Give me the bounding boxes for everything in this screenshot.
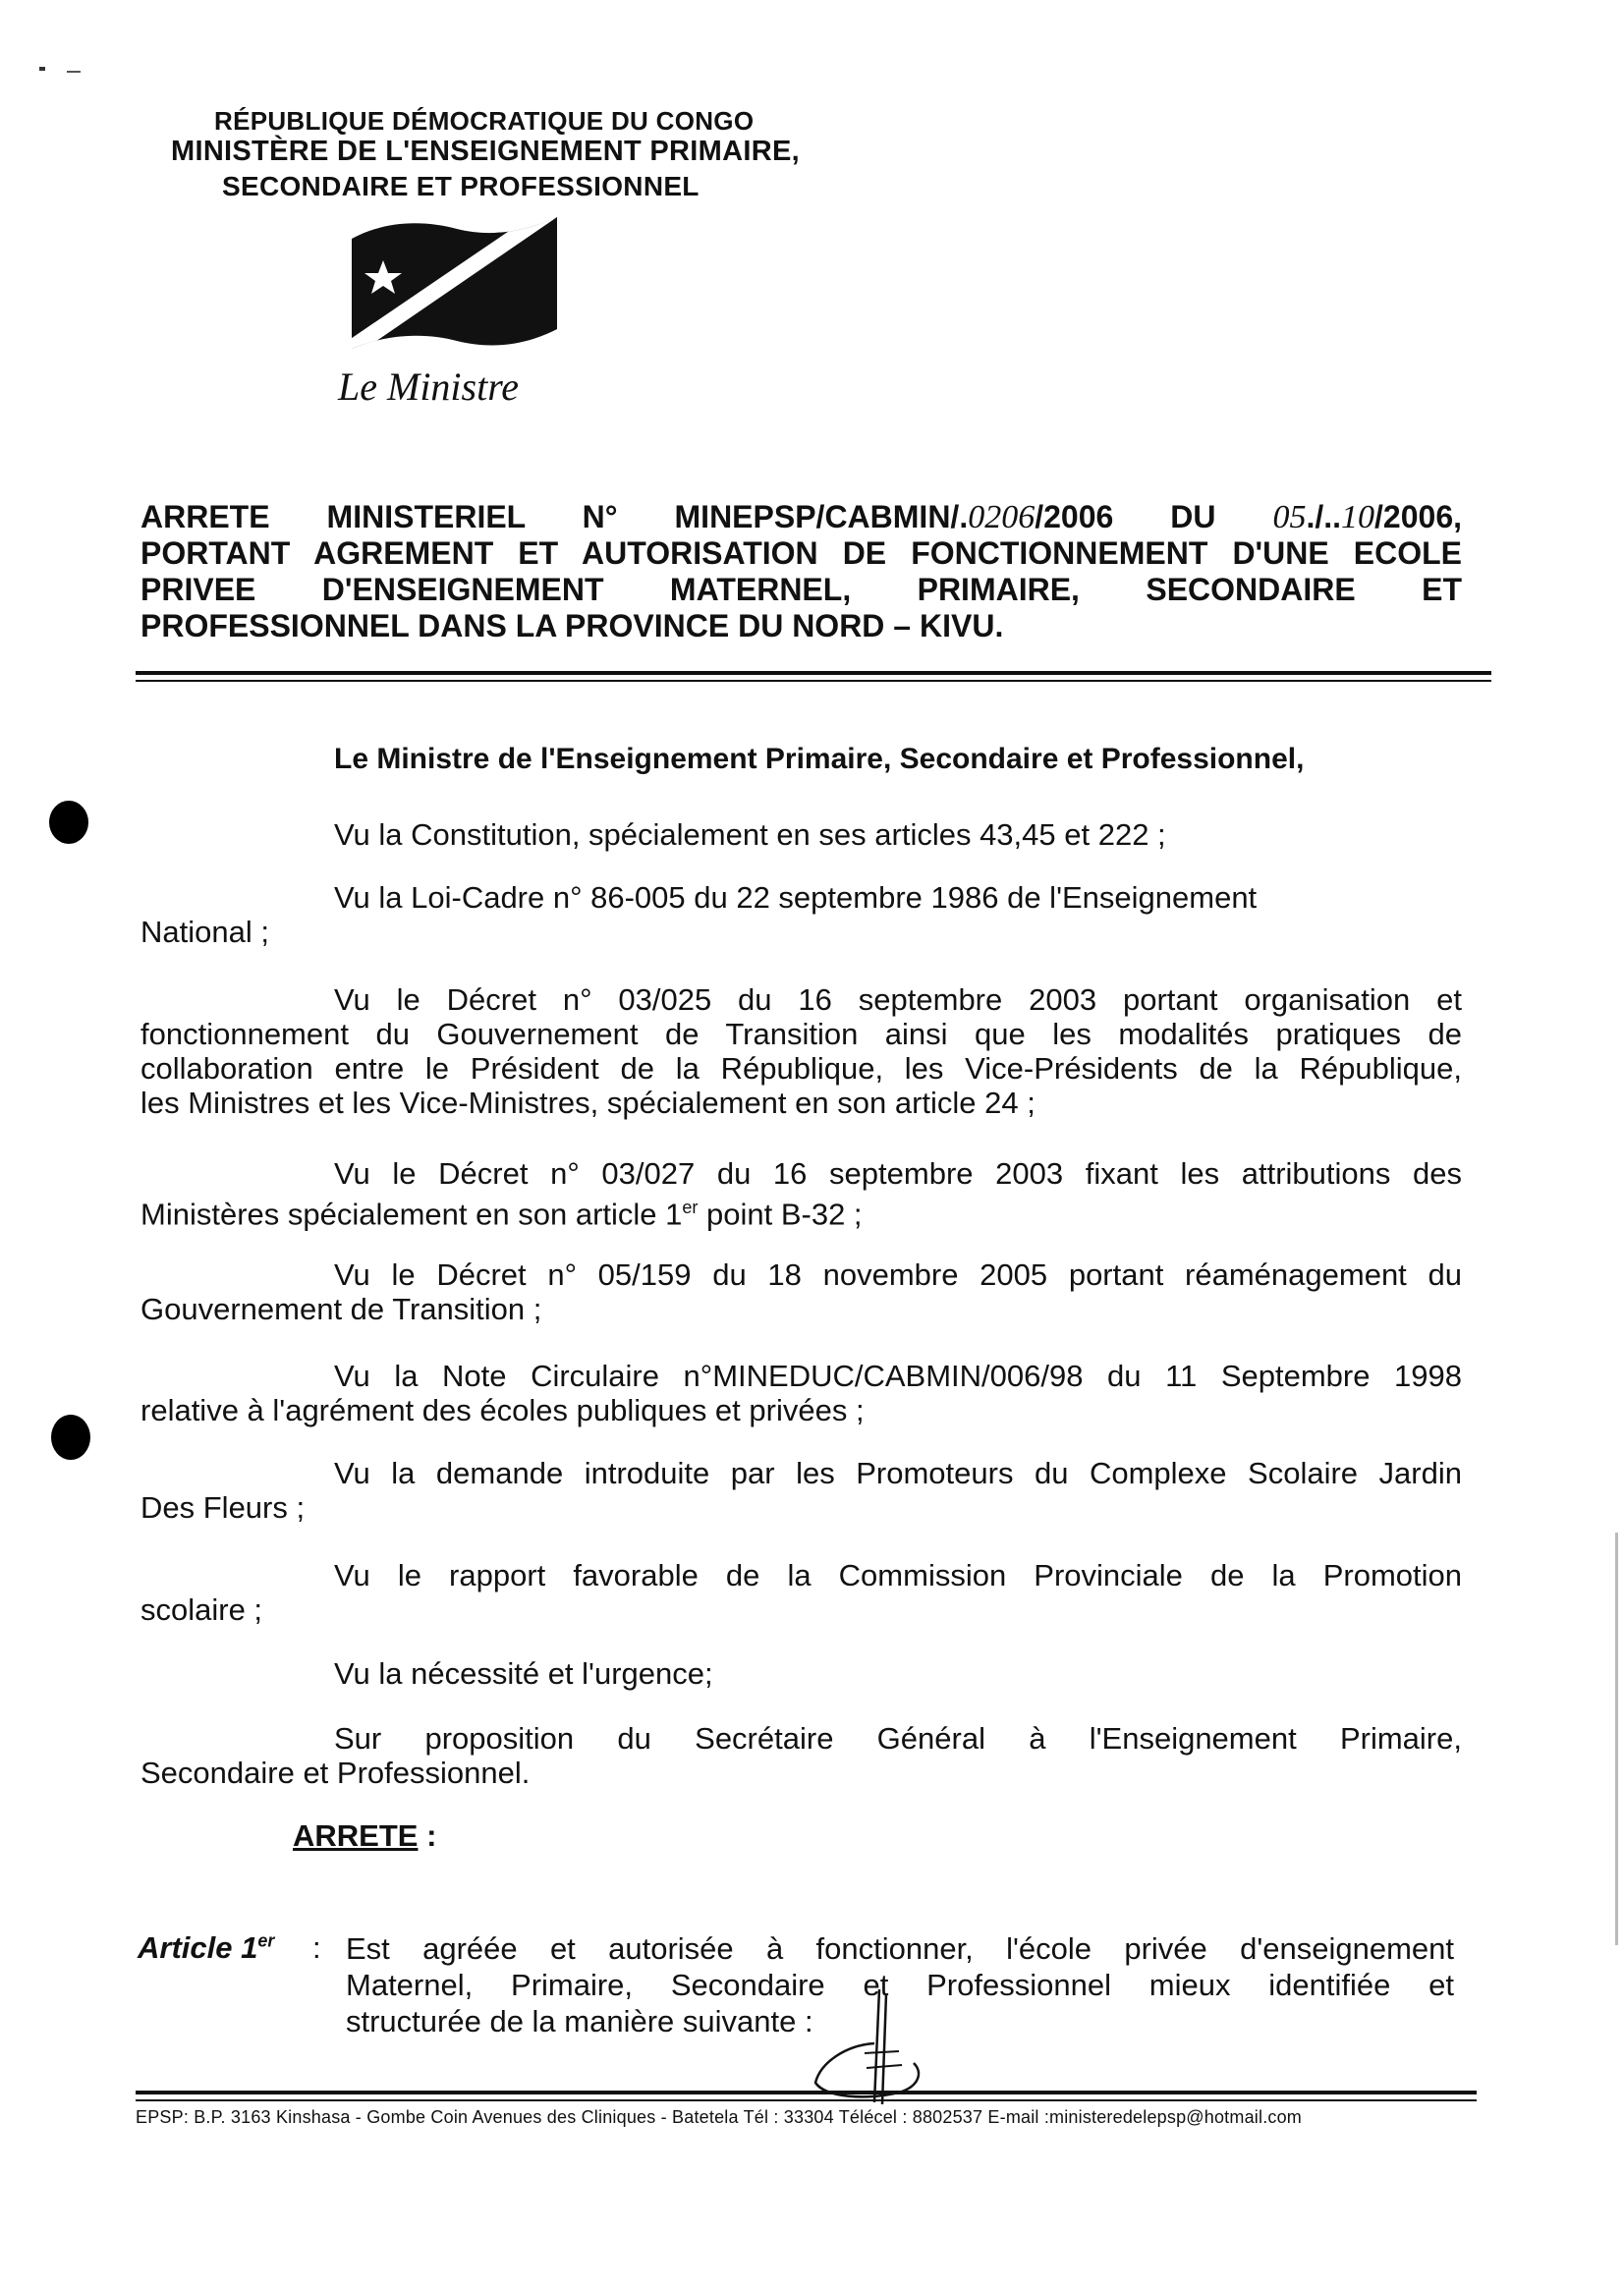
handwritten-day: 05: [1272, 499, 1307, 535]
vu-note-circulaire: Vu la Note Circulaire n°MINEDUC/CABMIN/006/98 du 11 Septembre 1998 relative à l'agrément des écoles publiques et privées ;: [140, 1359, 1462, 1427]
vu-decret-03-025: Vu le Décret n° 03/025 du 16 septembre 2003 portant organisation et fonctionnement du Gouvernement de Transition ainsi que les modalités pratiques de collaboration entre le Président de la République, les Vice-Présidents de la République, les Ministres et les Vice-Ministres, spécialement en son article 24 ;: [140, 982, 1462, 1120]
decree-title: [140, 499, 1462, 644]
article-1-text: Est agréée et autorisée à fonctionner, l'école privée d'enseignement Maternel, Primaire, Secondaire et Professionnel mieux identifiée et structurée de la manière suivante :: [346, 1931, 1454, 2038]
vu-rapport: Vu le rapport favorable de la Commission Provinciale de la Promotion scolaire ;: [140, 1558, 1462, 1627]
vu-decret-05-159: Vu le Décret n° 05/159 du 18 novembre 2005 portant réaménagement du Gouvernement de Transition ;: [140, 1257, 1462, 1326]
vu-demande: Vu la demande introduite par les Promoteurs du Complexe Scolaire Jardin Des Fleurs ;: [140, 1456, 1462, 1525]
arrete-heading: ARRETE :: [293, 1818, 437, 1853]
ministry-name-line1: MINISTÈRE DE L'ENSEIGNEMENT PRIMAIRE,: [171, 136, 800, 167]
article-1-colon: :: [312, 1930, 321, 1965]
vu-constitution: Vu la Constitution, spécialement en ses articles 43,45 et 222 ;: [334, 817, 1166, 852]
title-divider-thick: [136, 671, 1491, 675]
signature: [806, 1984, 943, 2112]
scan-mark: [1615, 1533, 1618, 1945]
decree-title-line4: PROFESSIONNEL DANS LA PROVINCE DU NORD – KIVU.: [140, 608, 1004, 643]
handwritten-number: 0206: [968, 499, 1036, 535]
sur-proposition: Sur proposition du Secrétaire Général à l'Enseignement Primaire, Secondaire et Professionnel.: [140, 1721, 1462, 1790]
vu-necessite: Vu la nécessité et l'urgence;: [334, 1656, 713, 1691]
decree-title-line2: PORTANT AGREMENT ET AUTORISATION DE FONCTIONNEMENT D'UNE ECOLE: [140, 535, 1462, 571]
handwritten-month: 10: [1341, 499, 1375, 535]
footer-contact: EPSP: B.P. 3163 Kinshasa - Gombe Coin Avenues des Cliniques - Batetela Tél : 33304 Télécel : 8802537 E-mail :ministeredelepsp@hotmail.com: [136, 2107, 1302, 2127]
title-divider-thin: [136, 680, 1491, 682]
vu-decret-03-027: Vu le Décret n° 03/027 du 16 septembre 2003 fixant les attributions des Ministères spécialement en son article 1er point B-32 ;: [140, 1156, 1462, 1232]
punch-hole-mark: [51, 1415, 90, 1460]
scan-mark: [39, 67, 45, 71]
drc-flag-emblem: [349, 211, 560, 359]
ministry-name-line2: SECONDAIRE ET PROFESSIONNEL: [222, 171, 700, 201]
scan-mark: [67, 71, 81, 73]
decree-title-line1: ARRETE MINISTERIEL N° MINEPSP/CABMIN/.0206/2006 DU 05./..10/2006,: [140, 499, 1462, 535]
article-1-label: Article 1er: [138, 1930, 275, 1965]
republic-name: RÉPUBLIQUE DÉMOCRATIQUE DU CONGO: [214, 106, 755, 136]
minister-heading: Le Ministre de l'Enseignement Primaire, Secondaire et Professionnel,: [334, 743, 1305, 775]
punch-hole-mark: [49, 801, 88, 844]
decree-title-line3: PRIVEE D'ENSEIGNEMENT MATERNEL, PRIMAIRE, SECONDAIRE ET: [140, 572, 1462, 607]
le-ministre-signature-title: Le Ministre: [338, 364, 520, 409]
vu-loi-cadre: Vu la Loi-Cadre n° 86-005 du 22 septembre 1986 de l'Enseignement National ;: [140, 880, 1258, 949]
